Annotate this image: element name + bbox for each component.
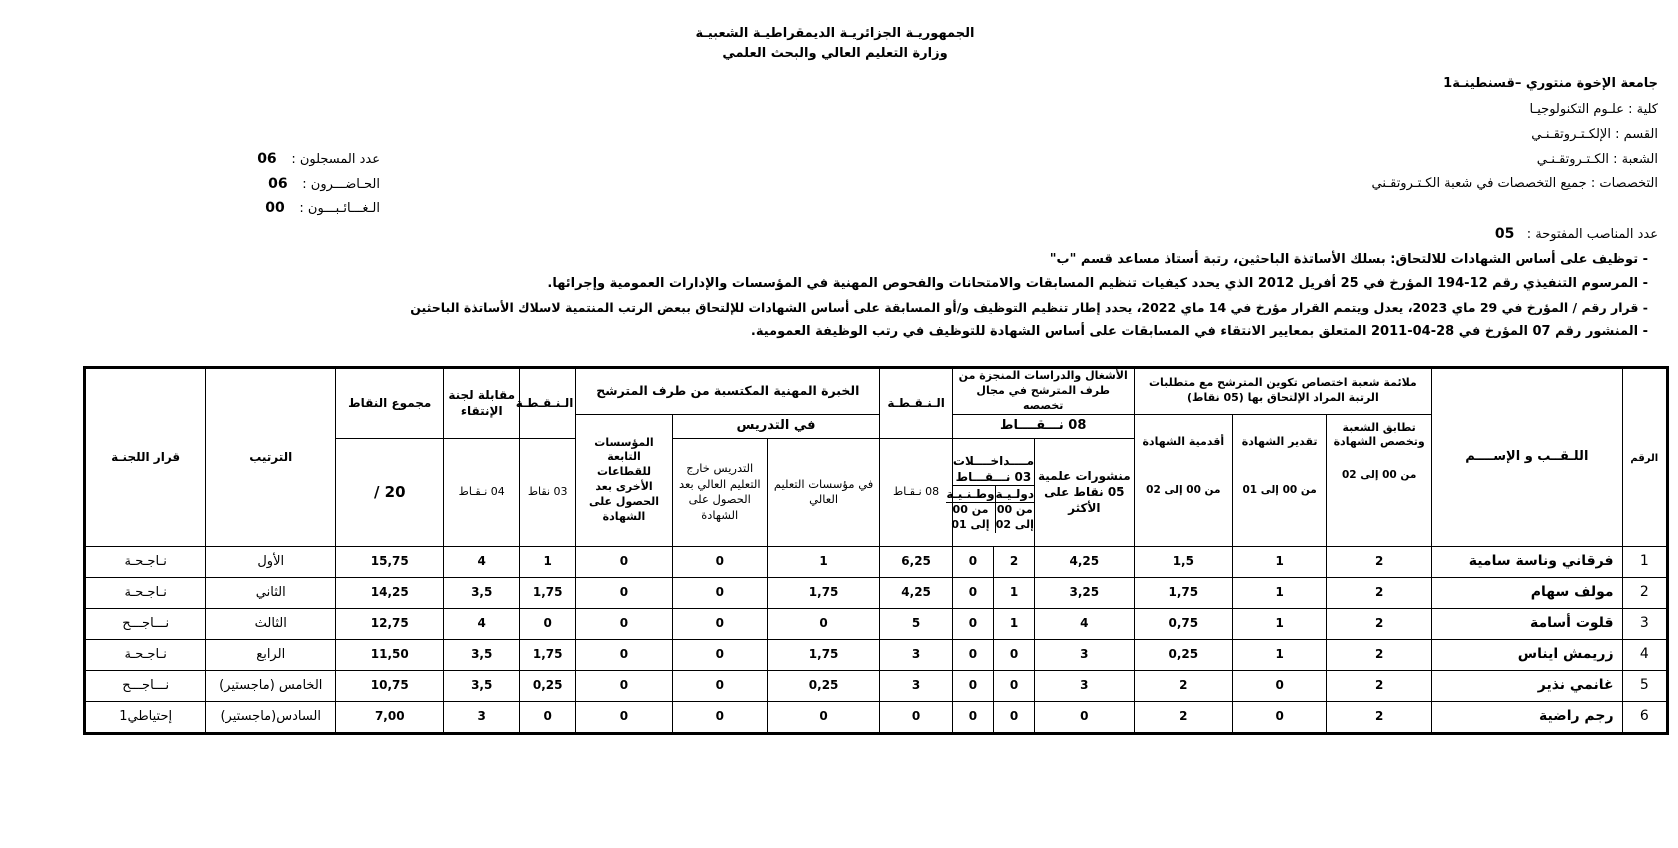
absent-value: 00	[265, 200, 285, 216]
header-rank: الترتيب	[206, 368, 336, 547]
header-decision: قرار اللجنـة	[85, 368, 206, 547]
ministry-title: وزارة التعليم العالي والبحث العلمي	[722, 46, 948, 61]
header-fit: ملائمة شعبة اختصاص تكوين المترشح مع متطلبات الرتبة المراد الإلتحاق بها (05 نقاط)	[1134, 368, 1432, 415]
results-table	[83, 366, 1669, 735]
header-points-1-value: 08 نـقـاط	[880, 438, 952, 546]
note-1: - توظيف على أساس الشهادات للالتحاق: بسلك الأساتذة الباحثين، رتبة أستاذ مساعد قسم "ب"	[1049, 252, 1648, 267]
university-name: جامعة الإخوة منتوري –قسنطينـة1	[1443, 76, 1658, 91]
header-teach-higher-ed: في مؤسسات التعليم العالي	[767, 438, 880, 546]
header-publications: منشورات علمية 05 نقاط على الأكثر	[1035, 438, 1135, 546]
header-match: تطابق الشعبة وتخصص الشهادة من 00 إلى 02	[1327, 414, 1432, 546]
header-works: الأشغال والدراسات المنجزة من طرف المترشح في مجال تخصصه	[952, 368, 1134, 415]
present-count	[268, 176, 380, 192]
republic-title: الجمهوريـة الجزائريـة الديمقراطيـة الشعبيـة	[695, 26, 975, 41]
header-other-sectors: المؤسسات التابعة للقطاعات الأخرى بعد الحصول على الشهادة	[576, 414, 672, 546]
header-international: دولـيـة من 00 إلى 02	[995, 487, 1035, 532]
communications-split	[946, 486, 1035, 533]
table-row: 4 زريمش ايناس 2 1 0,25 3 0 0 3 1,75 0 0 1,75 3,5 11,50 الرابع نـاجـحـة	[85, 639, 1668, 670]
faculty-name: كلية : علـوم التكنولوجيـا	[1529, 102, 1658, 117]
present-value: 06	[268, 176, 288, 192]
header-teach-outside: التدريس خارج التعليم العالي بعد الحصول على الشهادة	[672, 438, 767, 546]
header-index: الرقم	[1622, 368, 1667, 547]
header-teaching: في التدريس	[672, 414, 880, 438]
table-row: 3 قلوت أسامة 2 1 0,75 4 1 0 5 0 0 0 0 4 12,75 الثالث نـــاجـــح	[85, 608, 1668, 639]
header-national: وطـنـيـة من 00 إلى 01	[946, 487, 995, 532]
header-name: اللـقــب و الإســــم	[1432, 368, 1622, 547]
open-positions-value: 05	[1494, 226, 1515, 242]
branch-name: الشعبة : الكـتـروتقـنـي	[1536, 152, 1658, 167]
specialties-text: التخصصات : جميع التخصصات في شعبة الكـتـروتقـني	[1371, 176, 1658, 191]
header-experience: الخبرة المهنية المكتسبة من طرف المترشح	[576, 368, 880, 415]
header-total: مجموع النقاط	[336, 368, 444, 439]
header-total-value: 20 /	[336, 438, 444, 546]
table-row: 6 رجم راضية 2 0 2 0 0 0 0 0 0 0 0 3 7,00 السادس(ماجستير) إحتياطي1	[85, 701, 1668, 733]
open-positions-label: عدد المناصب المفتوحة :	[1526, 227, 1658, 242]
table-row: 5 غانمي نذير 2 0 2 3 0 0 3 0,25 0 0 0,25 3,5 10,75 الخامس (ماجستير) نـــاجـــح	[85, 670, 1668, 701]
note-3: - قرار رقم / المؤرخ في 29 ماي 2023، يعدل ويتمم القرار مؤرخ في 14 ماي 2022، يحدد إطار تنظيم التوظيف و/أو المسابقة على أساس الشهادات للإلتحاق ببعض الرتب المنتمية لاسلاك الأساتذة الباحثين	[410, 300, 1648, 315]
open-positions	[1495, 226, 1658, 242]
department-name: القسم : الإلكـتـروتقـنـي	[1531, 127, 1658, 142]
absent-label: الـغـــائـبـــون :	[299, 201, 380, 216]
registered-label: عدد المسجلون :	[291, 152, 380, 167]
table-row: 1 فرقاني وناسة سامية 2 1 1,5 4,25 2 0 6,25 1 0 0 1 4 15,75 الأول نـاجـحـة	[85, 546, 1668, 577]
absent-count	[265, 200, 380, 216]
header-points-2-value: 03 نقاط	[520, 438, 576, 546]
header-seniority: أقدمية الشهادة من 00 إلى 02	[1134, 414, 1232, 546]
header-points-1: الـنـقـطـة	[880, 368, 952, 439]
header-interview: مقابلة لجنة الإنتقاء	[444, 368, 520, 439]
registered-count	[257, 151, 380, 167]
header-points-2: الـنـقـطـة	[520, 368, 576, 439]
registered-value: 06	[257, 151, 277, 167]
table-row: 2 مولف سهام 2 1 1,75 3,25 1 0 4,25 1,75 0 0 1,75 3,5 14,25 الثاني نـاجـحـة	[85, 577, 1668, 608]
present-label: الحـاضـــرون :	[302, 177, 380, 192]
header-grade: تقدير الشهادة من 00 إلى 01	[1233, 414, 1327, 546]
note-2: - المرسوم التنفيذي رقم 12-194 المؤرخ في 25 أفريل 2012 الذي يحدد كيفيات تنظيم المسابقات والامتحانات والفحوص المهنية في المؤسسات والإدارات العمومية وإجرائها.	[547, 276, 1648, 291]
header-communications: مــــداخــــلات 03 نـــقـــاط دولـيـة من 00 إلى 02 وطـنـيـة من 00 إلى 01	[952, 438, 1034, 546]
header-works-points: 08 نـــقــــاط	[952, 414, 1134, 438]
header-interview-value: 04 نـقـاط	[444, 438, 520, 546]
note-4: - المنشور رقم 07 المؤرخ في 28-04-2011 المتعلق بمعايير الانتقاء في المسابقات على أساس الشهادة للتوظيف في رتب الوظيفة العمومية.	[750, 324, 1648, 339]
